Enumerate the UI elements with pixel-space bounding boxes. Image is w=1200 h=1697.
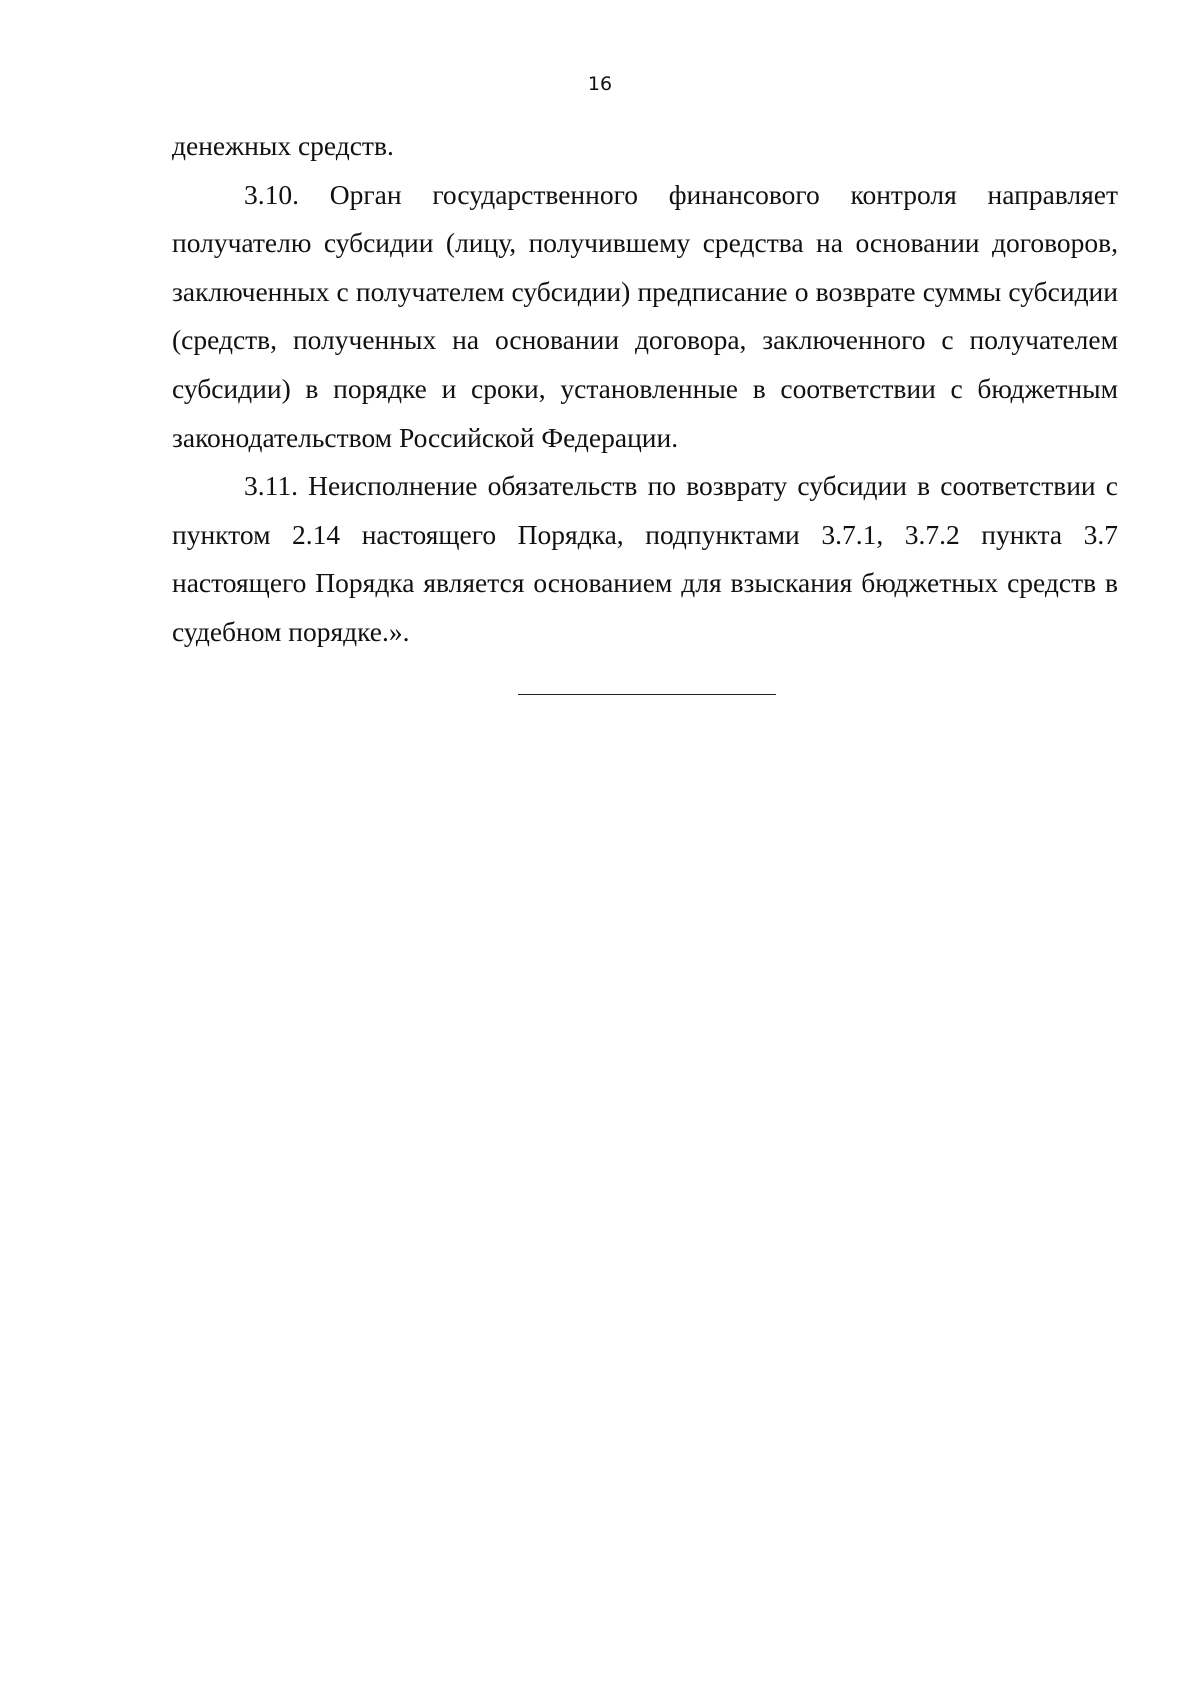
page-number: 16 (587, 73, 613, 95)
paragraph-3-11: 3.11. Неисполнение обязательств по возврату субсидии в соответствии с пунктом 2.14 настоящего Порядка, подпунктами 3.7.1, 3.7.2 пункта 3.7 настоящего Порядка является основанием для взыскания бюджетных средств в судебном порядке.». (172, 470, 1118, 647)
end-separator-line (518, 694, 776, 695)
paragraph-continuation: денежных средств. (172, 130, 394, 161)
document-body (172, 122, 1118, 657)
paragraph-3-10: 3.10. Орган государственного финансового контроля направляет получателю субсидии (лицу, получившему средства на основании договоров, заключенных с получателем субсидии) предписание о возврате суммы субсидии (средств, полученных на основании договора, заключенного с получателем субсидии) в порядке и сроки, установленные в соответствии с бюджетным законодательством Российской Федерации. (172, 178, 1118, 453)
